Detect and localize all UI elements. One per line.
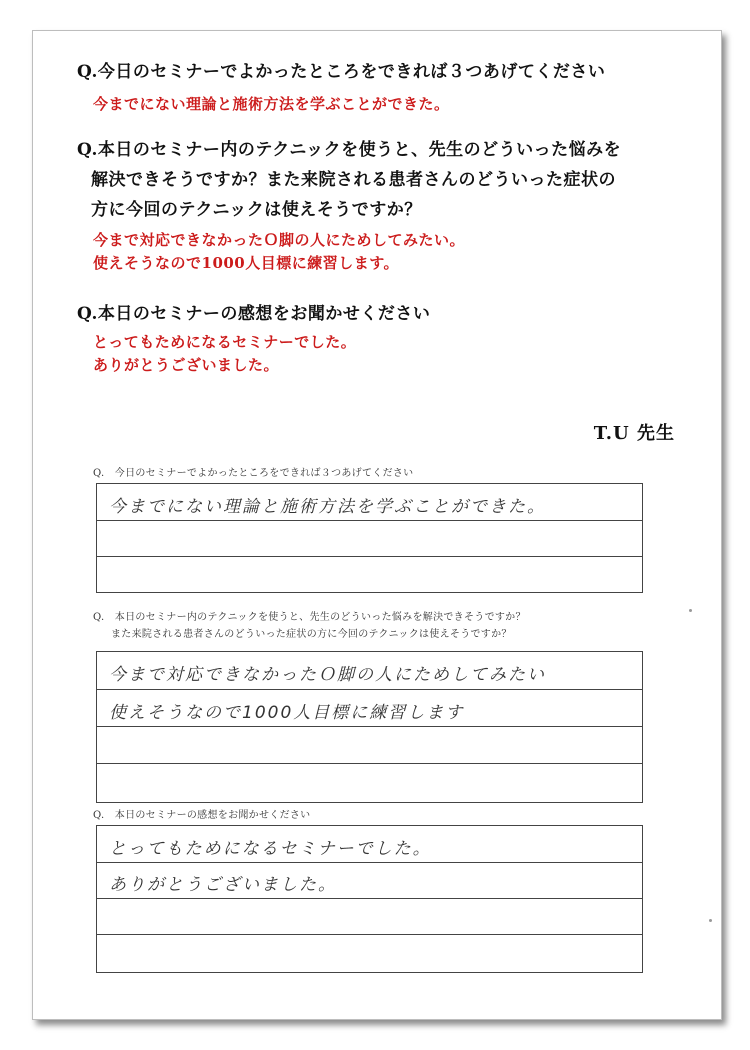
form-question-2: [93, 609, 526, 643]
handwritten-answer-3-line-2: ありがとうございました。: [109, 875, 337, 895]
form-question-2-line-1: Q. 本日のセミナー内のテクニックを使うと、先生のどういった悩みを解決できそうですか？: [93, 612, 526, 623]
answer-box-1: [96, 483, 643, 593]
typed-question-1: Q.今日のセミナーでよかったところをできれば３つあげてください: [77, 62, 606, 82]
handwritten-answer-1-line-1: 今までにない理論と施術方法を学ぶことができた。: [109, 497, 546, 517]
form-question-1: Q. 今日のセミナーでよかったところをできれば３つあげてください: [93, 468, 414, 479]
handwritten-answer-3-line-1: とってもためになるセミナーでした。: [109, 839, 432, 859]
answer-box-3: [96, 825, 643, 973]
typed-question-3: Q.本日のセミナーの感想をお聞かせください: [77, 304, 431, 324]
typed-question-2-line-1: Q.本日のセミナー内のテクニックを使うと、先生のどういった悩みを: [77, 140, 622, 160]
ruled-line: [97, 763, 642, 764]
signature: T.U 先生: [593, 423, 675, 444]
typed-question-2-line-3: 方に今回のテクニックは使えそうですか？: [91, 200, 422, 220]
handwritten-answer-2-line-1: 今まで対応できなかったＯ脚の人にためしてみたい: [109, 665, 546, 685]
feedback-sheet: [32, 30, 722, 1020]
scan-speck: [709, 919, 712, 922]
typed-question-2: [77, 135, 621, 225]
scan-speck: [689, 609, 692, 612]
form-question-2-line-2: また来院される患者さんのどういった症状の方に今回のテクニックは使えそうですか？: [111, 629, 512, 640]
ruled-line: [97, 862, 642, 863]
ruled-line: [97, 934, 642, 935]
answer-box-2: [96, 651, 643, 803]
typed-answer-1: 今までにない理論と施術方法を学ぶことができた。: [93, 95, 450, 113]
ruled-line: [97, 556, 642, 557]
ruled-line: [97, 520, 642, 521]
typed-answer-2: [93, 229, 465, 275]
typed-answer-2-line-1: 今まで対応できなかったＯ脚の人にためしてみたい。: [93, 231, 466, 249]
handwritten-answer-2-line-2: 使えそうなので1000人目標に練習します: [109, 703, 465, 723]
ruled-line: [97, 898, 642, 899]
ruled-line: [97, 726, 642, 727]
form-question-3: Q. 本日のセミナーの感想をお聞かせください: [93, 810, 311, 821]
typed-answer-2-line-2: 使えそうなので1000人目標に練習します。: [93, 254, 400, 272]
typed-answer-3-line-1: とってもためになるセミナーでした。: [93, 333, 357, 351]
typed-question-2-line-2: 解決できそうですか？また来院される患者さんのどういった症状の: [91, 170, 616, 190]
ruled-line: [97, 689, 642, 690]
typed-answer-3-line-2: ありがとうございました。: [93, 356, 280, 374]
typed-answer-3: [93, 331, 356, 377]
